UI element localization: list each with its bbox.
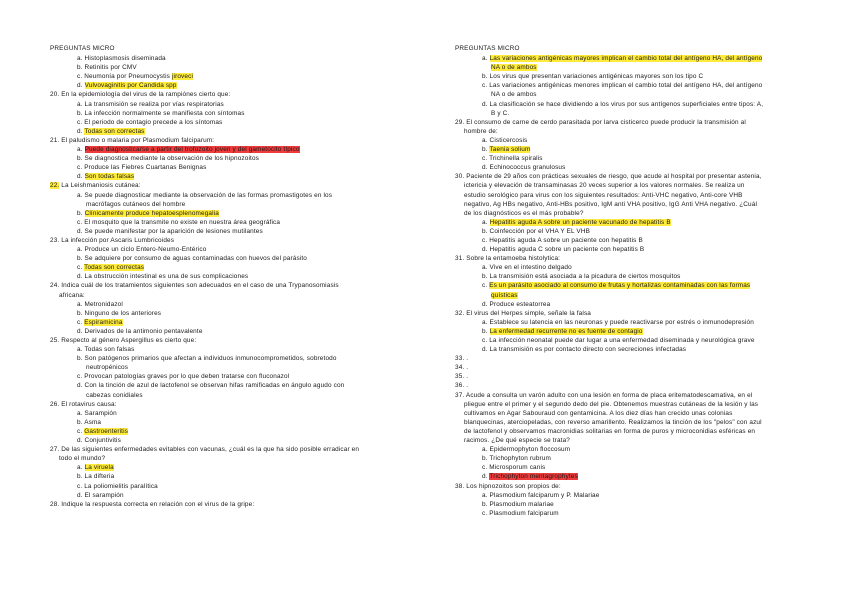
line-text: b. Asma [77, 418, 102, 426]
line-text: c. Produce las Fiebres Cuartanas Benignas [77, 164, 207, 172]
answer-option [50, 309, 380, 318]
line-text: 23. La infección por Ascaris Lumbricoides [50, 236, 175, 244]
question-stem [50, 400, 380, 409]
answer-option [50, 318, 380, 327]
line-text: a. Sarampión [77, 409, 117, 417]
answer-option [455, 163, 785, 172]
answer-option [455, 500, 785, 509]
answer-option [455, 72, 785, 81]
question-stem [455, 372, 785, 381]
answer-option [455, 445, 785, 454]
line-text: blanquecinas, aterciopeladas, con reverso amarillento. Realizamos la tinción de los "pelos" con azul [464, 418, 762, 426]
highlighted-answer: Vulvovaginitis por Candida spp [84, 82, 177, 90]
line-text: NA o de ambos [491, 91, 537, 99]
answer-option [50, 463, 380, 472]
answer-option [50, 327, 380, 336]
line-text: 29. El consumo de carne de cerdo parasitada por larva cisticerco puede producir la transmisión al [455, 118, 746, 126]
line-text: c. Las variaciones antigénicas menores implican el cambio total del antígeno HA, del antígeno [482, 82, 763, 90]
highlighted-answer: Es un parásito asociado al consumo de frutas y hortalizas contaminadas con las formas [489, 282, 751, 290]
line-text: racimos. ¿De qué especie se trata? [464, 437, 570, 445]
answer-continuation [455, 109, 785, 118]
line-text: d. [77, 82, 85, 90]
line-text: d. [482, 473, 490, 481]
answer-option [50, 227, 380, 236]
answer-option [455, 281, 785, 290]
line-text: cabezas conidiales [86, 391, 143, 399]
line-text: d. Se puede manifestar por la aparición de lesiones mutilantes [77, 227, 263, 235]
answer-option [50, 272, 380, 281]
line-text: a. La transmisión se realiza por vías respiratorias [77, 100, 224, 108]
line-text: d. El sarampión [77, 491, 124, 499]
answer-option [455, 327, 785, 336]
highlighted-answer: Trichophyton mentagrophytes [489, 473, 578, 481]
line-text: a. [482, 55, 490, 63]
line-text: d. [77, 127, 85, 135]
line-text: d. Produce esteatorrea [482, 300, 551, 308]
line-text: c. La infección neonatal puede dar lugar a una enfermedad diseminada y neurológica grave [482, 337, 755, 344]
line-text: 28. Indique la respuesta correcta en relación con el virus de la gripe: [50, 500, 255, 508]
line-text: 26. El rotavirus causa: [50, 400, 117, 408]
line-text: b. [482, 146, 490, 154]
answer-option [50, 63, 380, 72]
question-continuation [455, 181, 785, 190]
answer-option [50, 409, 380, 418]
page-header: PREGUNTAS MICRO [455, 45, 520, 52]
question-stem [50, 90, 380, 99]
highlighted-answer: 22. [50, 182, 60, 190]
line-text: hombre de: [464, 127, 498, 135]
line-text: neutropénicos [86, 364, 129, 372]
line-text: a. Metronidazol [77, 300, 123, 308]
question-stem [455, 391, 785, 400]
answer-continuation [50, 363, 380, 372]
question-stem [455, 354, 785, 363]
answer-option [455, 154, 785, 163]
line-text: estudio serológico para virus con los siguientes resultados: Anti-VHC negativo, Anti-core VHB [464, 191, 743, 199]
answer-option [455, 145, 785, 154]
question-list [50, 54, 380, 509]
line-text: 32. El virus del Herpes simple, señale la falsa [455, 309, 591, 317]
page-header: PREGUNTAS MICRO [50, 45, 115, 52]
highlighted-answer: Taenia solium [489, 146, 531, 154]
question-stem [50, 136, 380, 145]
line-text: b. Plasmodium malariae [482, 500, 554, 508]
line-text: a. Produce un ciclo Entero-Neumo-Entérico [77, 246, 207, 254]
highlighted-answer: Las variaciones antigénicas mayores implican el cambio total del antígeno HA, del antígeno [489, 55, 763, 63]
question-continuation [50, 291, 380, 300]
line-text: 24. Indica cuál de los tratamientos siguientes son adecuados en el caso de una Trypanosomiasis [50, 282, 339, 290]
answer-option [50, 427, 380, 436]
line-text: c. Hepatitis aguda A sobre un paciente con hepatitis B [482, 236, 643, 244]
line-text: d. La transmisión es por contacto directo con secreciones infectadas [482, 346, 687, 354]
line-text: 31. Sobre la entamoeba histolytica: [455, 255, 561, 263]
question-stem [455, 381, 785, 390]
answer-option [455, 263, 785, 272]
line-text: a. [482, 218, 490, 226]
line-text: 34. . [455, 364, 469, 372]
line-text: d. Conjuntivitis [77, 437, 121, 445]
answer-option [455, 300, 785, 309]
line-text: c. Microsporum canis [482, 464, 546, 472]
line-text: b. Trichophyton rubrum [482, 455, 552, 463]
line-text: B y C. [491, 109, 510, 117]
line-text: a. Histoplasmosis diseminada [77, 55, 166, 63]
line-text: b. Son patógenos primarios que afectan a individuos inmunocomprometidos, sobretodo [77, 355, 337, 363]
answer-option [455, 245, 785, 254]
line-text: c. El mosquito que la transmite no existe en nuestra área geográfica [77, 218, 281, 226]
line-text: 25. Respecto al género Aspergillus es cierto que: [50, 337, 197, 344]
answer-continuation [50, 200, 380, 209]
answer-option [50, 118, 380, 127]
question-stem [50, 181, 380, 190]
line-text: c. La poliomielitis paralítica [77, 482, 158, 490]
line-text: d. Echinococcus granulosus [482, 164, 566, 172]
line-text: 38. Los hipnozoitos son propios de: [455, 482, 561, 490]
answer-option [50, 100, 380, 109]
question-stem [50, 445, 380, 454]
answer-option [50, 81, 380, 90]
answer-option [455, 136, 785, 145]
highlighted-answer: Todas son correctas [84, 127, 145, 135]
highlighted-answer: Gastroenteritis [84, 427, 129, 435]
highlighted-answer: Puede diagnosticarse a partir del trofozoito joven y del gametocito típico [84, 146, 300, 154]
highlighted-answer: jiroveci [171, 73, 194, 81]
question-continuation [455, 400, 785, 409]
line-text: a. Epidermophyton floccosum [482, 446, 571, 454]
answer-option [455, 345, 785, 354]
answer-option [50, 482, 380, 491]
line-text: a. Establece su latencia en las neuronas y puede reactivarse por estrés o inmunodepresión [482, 318, 754, 326]
highlighted-answer: NA o de ambos [491, 64, 537, 72]
answer-continuation [455, 291, 785, 300]
answer-option [50, 191, 380, 200]
answer-option [50, 263, 380, 272]
answer-option [50, 418, 380, 427]
answer-option [455, 491, 785, 500]
answer-continuation [455, 90, 785, 99]
line-text: a. Todas son falsas [77, 346, 135, 354]
line-text: ictericia y elevación de transaminasas 20 veces superior a los valores normales. Se realiza un [464, 182, 745, 190]
line-text: d. La clasificación se hace dividiendo a los virus por sus antígenos superficiales entre tipos: A, [482, 100, 764, 108]
line-text: La Leishmaniosis cutánea: [59, 182, 141, 190]
answer-option [455, 227, 785, 236]
answer-option [50, 145, 380, 154]
line-text: macrófagos cutáneos del hombre [86, 200, 186, 208]
line-text: negativo, Ag HBs negativo, Anti-HBs positivo, IgM anti VHA positivo, IgG Anti VHA negativo. ¿Cuál [464, 200, 758, 208]
line-text: todo el mundo? [59, 455, 106, 463]
question-continuation [455, 427, 785, 436]
line-text: d. Hepatitis aguda C sobre un paciente con hepatitis B [482, 246, 645, 254]
answer-option [50, 209, 380, 218]
highlighted-answer: La viruela [84, 464, 114, 472]
highlighted-answer: Hepatitis aguda A sobre un paciente vacunado de hepatitis B [489, 218, 671, 226]
line-text: c. El periodo de contagio precede a los síntomas [77, 118, 223, 126]
answer-option [50, 127, 380, 136]
line-text: a. Cisticercosis [482, 136, 528, 144]
question-continuation [455, 418, 785, 427]
line-text: b. La transmisión está asociada a la picadura de ciertos mosquitos [482, 273, 681, 281]
line-text: c. Trichinella spiralis [482, 155, 543, 163]
answer-option [455, 472, 785, 481]
highlighted-answer: La enfermedad recurrente no es fuente de contagio [489, 327, 643, 335]
answer-option [455, 318, 785, 327]
answer-option [455, 454, 785, 463]
question-continuation [455, 191, 785, 200]
highlighted-answer: Todas son correctas [84, 264, 145, 272]
question-stem [50, 336, 380, 345]
answer-option [50, 109, 380, 118]
line-text: a. Vive en el intestino delgado [482, 264, 572, 272]
line-text: b. [77, 209, 85, 217]
highlighted-answer: Clínicamente produce hepatoesplenomegalia [84, 209, 219, 217]
answer-option [50, 381, 380, 390]
line-text: c. Plasmodium falciparum [482, 509, 559, 517]
answer-option [50, 154, 380, 163]
question-stem [50, 500, 380, 509]
line-text: b. Ninguno de los anteriores [77, 309, 162, 317]
answer-option [455, 463, 785, 472]
question-stem [455, 118, 785, 127]
highlighted-answer: Son todas falsas [84, 173, 135, 181]
answer-option [455, 272, 785, 281]
line-text: cultivamos en Agar Sabouraud con gentamicina. A los diez días han crecido unas colonias [464, 409, 733, 417]
line-text: b. La infección normalmente se manifiesta con síntomas [77, 109, 245, 117]
line-text: b. Coinfección por el VHA Y EL VHB [482, 227, 590, 235]
line-text: 35. . [455, 373, 469, 381]
answer-option [50, 245, 380, 254]
line-text: b. Retinitis por CMV [77, 64, 137, 72]
question-stem [455, 254, 785, 263]
line-text: a. Se puede diagnosticar mediante la observación de las formas promastigotes en los [77, 191, 333, 199]
question-stem [455, 309, 785, 318]
answer-option [50, 345, 380, 354]
highlighted-answer: quísticas [491, 291, 518, 299]
line-text: d. Derivados de la antimonio pentavalente [77, 327, 203, 335]
line-text: 33. . [455, 355, 469, 363]
line-text: de lactofenol y observamos macronidias solitarias en forma de puros y microconidias esféricas en [464, 427, 756, 435]
line-text: b. La difteria [77, 473, 115, 481]
question-stem [455, 482, 785, 491]
question-stem [455, 172, 785, 181]
question-stem [50, 281, 380, 290]
line-text: 21. El paludismo o malaria por Plasmodium falciparum: [50, 136, 215, 144]
line-text: a. [77, 146, 85, 154]
line-text: b. Se diagnostica mediante la observación de los hipnozoitos [77, 155, 260, 163]
answer-option [50, 491, 380, 500]
question-continuation [455, 409, 785, 418]
answer-option [455, 100, 785, 109]
answer-option [50, 354, 380, 363]
answer-option [455, 81, 785, 90]
line-text: 30. Paciente de 29 años con prácticas sexuales de riesgo, que acude al hospital por presentar astenia, [455, 173, 762, 181]
question-continuation [455, 127, 785, 136]
line-text: b. Se adquiere por consumo de aguas contaminadas con huevos del parásito [77, 255, 308, 263]
answer-option [50, 300, 380, 309]
answer-option [50, 372, 380, 381]
question-list [455, 54, 785, 518]
line-text: a. Plasmodium falciparum y P. Malariae [482, 491, 600, 499]
answer-continuation [455, 63, 785, 72]
line-text: d. Con la tinción de azul de lactofenol se observan hifas ramificadas en ángulo agudo con [77, 382, 345, 390]
answer-option [50, 172, 380, 181]
line-text: pliegue entre el primer y el segundo dedo del pie. Obtenemos muestras cutáneas de la lesión y las [464, 400, 759, 408]
answer-option [455, 509, 785, 518]
line-text: 20. En la epidemiología del virus de la rampiónes cierto que: [50, 91, 231, 99]
question-continuation [455, 209, 785, 218]
line-text: c. [77, 427, 85, 435]
answer-option [50, 218, 380, 227]
line-text: africana: [59, 291, 85, 299]
line-text: 36. . [455, 382, 469, 390]
answer-option [455, 236, 785, 245]
answer-option [455, 336, 785, 345]
answer-option [455, 54, 785, 63]
highlighted-answer: Espiramicina [84, 318, 123, 326]
line-text: c. Provocan patologías graves por lo que deben tratarse con fluconazol [77, 373, 290, 381]
answer-option [50, 163, 380, 172]
answer-continuation [50, 391, 380, 400]
line-text: 27. De las siguientes enfermedades evitables con vacunas, ¿cuál es la que ha sido posible erradicar en [50, 446, 360, 454]
line-text: c. Neumonía por Pneumocystis [77, 73, 172, 81]
question-continuation [455, 436, 785, 445]
answer-option [50, 72, 380, 81]
question-continuation [50, 454, 380, 463]
answer-option [455, 218, 785, 227]
left-page [50, 44, 380, 509]
line-text: b. [482, 327, 490, 335]
line-text: c. [482, 282, 490, 290]
question-continuation [455, 200, 785, 209]
question-stem [50, 236, 380, 245]
line-text: d. [77, 173, 85, 181]
line-text: d. La obstrucción intestinal es una de sus complicaciones [77, 273, 249, 281]
line-text: b. Los virus que presentan variaciones antigénicas mayores son los tipo C [482, 73, 704, 81]
answer-option [50, 254, 380, 263]
line-text: a. [77, 464, 85, 472]
line-text: 37. Acude a consulta un varón adulto con una lesión en forma de placa eritematodescamativa, en el [455, 391, 753, 399]
answer-option [50, 54, 380, 63]
question-stem [455, 363, 785, 372]
answer-option [50, 472, 380, 481]
line-text: de los diagnósticos es el más probable? [464, 209, 584, 217]
right-page [455, 44, 785, 518]
line-text: c. [77, 264, 85, 272]
answer-option [50, 436, 380, 445]
line-text: c. [77, 318, 85, 326]
